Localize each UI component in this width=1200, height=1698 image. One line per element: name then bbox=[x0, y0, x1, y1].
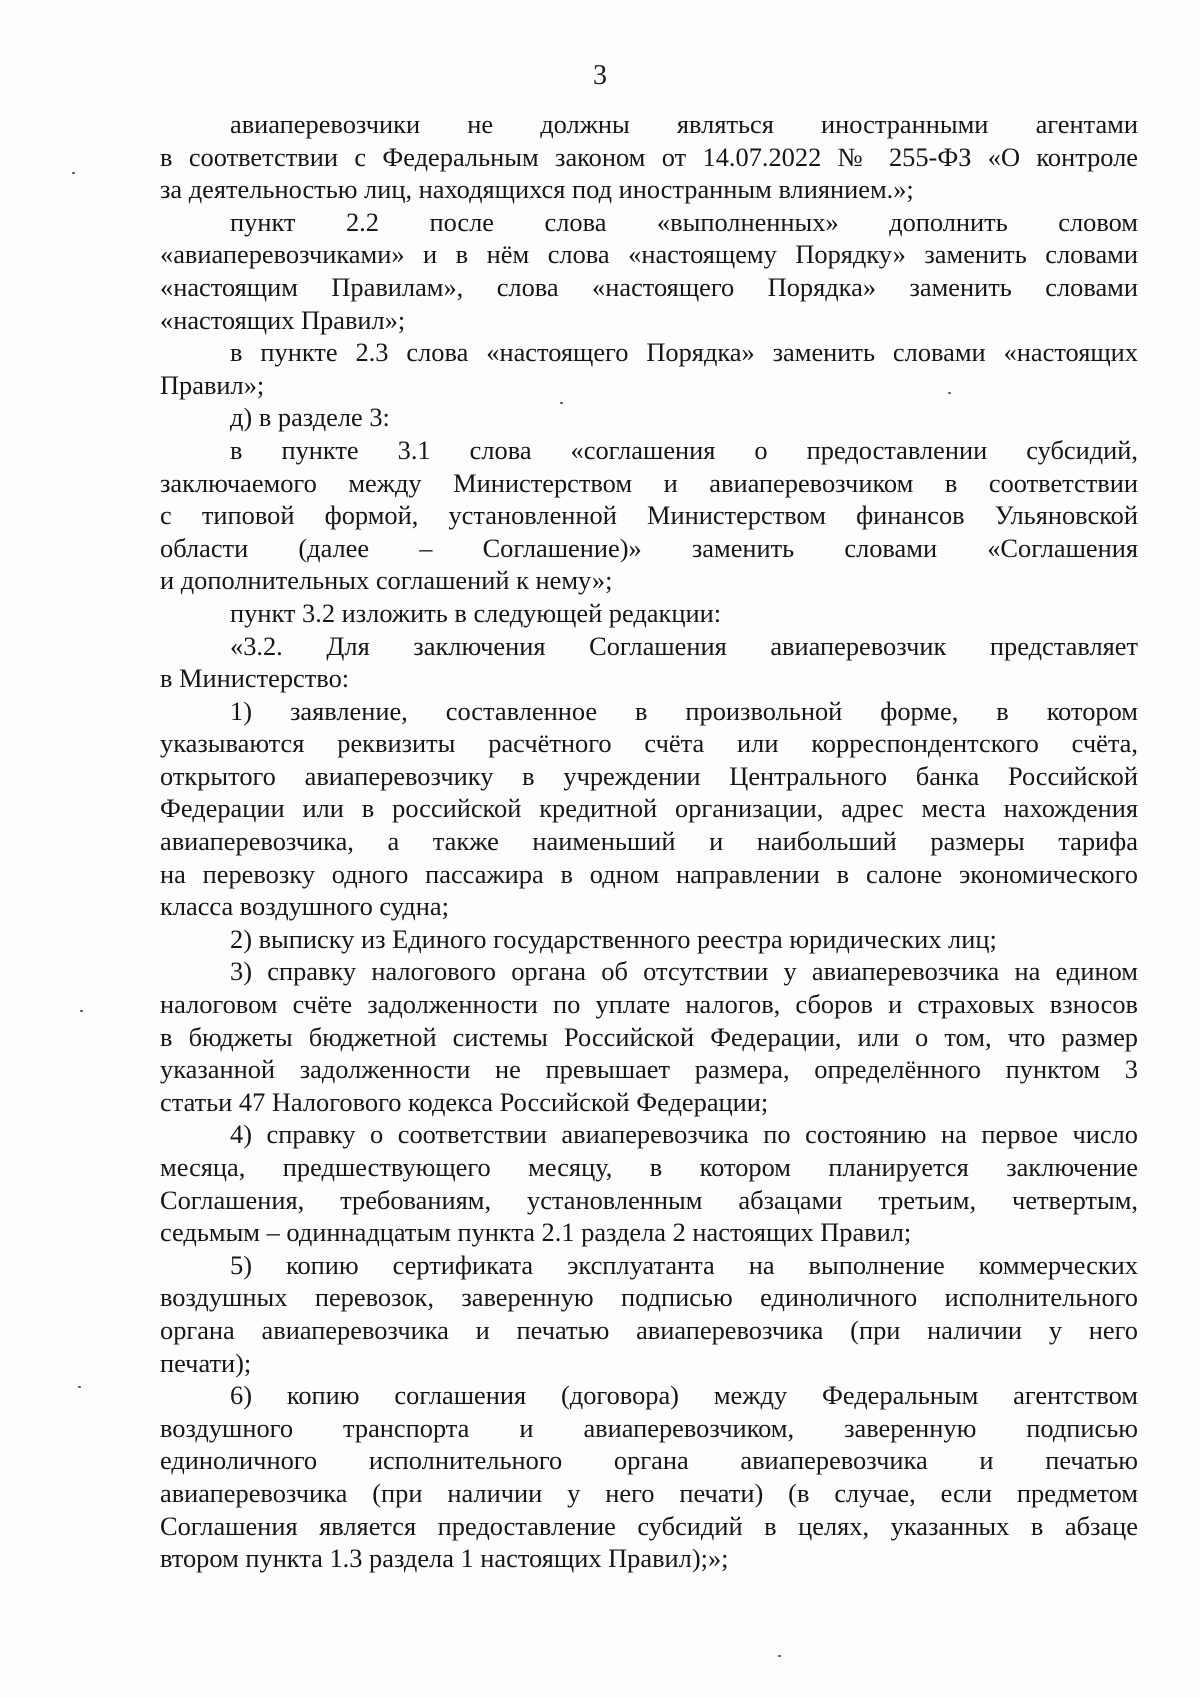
text-line: в пункте 2.3 слова «настоящего Порядка» заменить словами «настоящих bbox=[230, 337, 1138, 368]
text-line: 1) заявление, составленное в произвольной форме, в котором bbox=[230, 695, 1138, 726]
text-line: авиаперевозчика (при наличии у него печати) (в случае, если предметом bbox=[160, 1477, 1138, 1508]
page-number: 3 bbox=[593, 60, 607, 91]
text-line: печати); bbox=[160, 1347, 252, 1378]
text-line: заключаемого между Министерством и авиаперевозчиком в соответствии bbox=[160, 467, 1138, 498]
text-line: на перевозку одного пассажира в одном направлении в салоне экономического bbox=[160, 858, 1138, 889]
text-line: 5) копию сертификата эксплуатанта на выполнение коммерческих bbox=[230, 1249, 1138, 1280]
text-line: Соглашения является предоставление субсидий в целях, указанных в абзаце bbox=[160, 1510, 1138, 1541]
text-line: статьи 47 Налогового кодекса Российской Федерации; bbox=[160, 1086, 769, 1117]
scan-speck bbox=[72, 172, 75, 174]
text-line: в пункте 3.1 слова «соглашения о предоставлении субсидий, bbox=[230, 434, 1138, 465]
text-line: пункт 3.2 изложить в следующей редакции: bbox=[230, 597, 722, 628]
text-line: авиаперевозчики не должны являться иностранными агентами bbox=[230, 109, 1138, 139]
text-line: указываются реквизиты расчётного счёта или корреспондентского счёта, bbox=[160, 728, 1138, 759]
text-line: воздушных перевозок, заверенную подписью единоличного исполнительного bbox=[160, 1282, 1138, 1313]
text-line: седьмым – одиннадцатым пункта 2.1 раздела 2 настоящих Правил; bbox=[160, 1217, 912, 1248]
text-line: воздушного транспорта и авиаперевозчиком, заверенную подписью bbox=[160, 1412, 1138, 1443]
scan-speck bbox=[560, 402, 563, 404]
text-line: и дополнительных соглашений к нему»; bbox=[160, 565, 613, 596]
text-line: д) в разделе 3: bbox=[230, 402, 390, 433]
text-line: Соглашения, требованиям, установленным абзацами третьим, четвертым, bbox=[160, 1184, 1138, 1215]
text-line: области (далее – Соглашение)» заменить словами «Соглашения bbox=[160, 532, 1138, 563]
text-line: налоговом счёте задолженности по уплате налогов, сборов и страховых взносов bbox=[160, 989, 1138, 1020]
text-line: «настоящим Правилам», слова «настоящего Порядка» заменить словами bbox=[160, 271, 1138, 302]
text-line: 3) справку налогового органа об отсутствии у авиаперевозчика на едином bbox=[230, 956, 1138, 987]
text-line: пункт 2.2 после слова «выполненных» дополнить словом bbox=[230, 206, 1138, 237]
scan-speck bbox=[78, 1386, 81, 1388]
text-line: авиаперевозчика, а также наименьший и наибольший размеры тарифа bbox=[160, 826, 1138, 857]
text-line: втором пункта 1.3 раздела 1 настоящих Правил);»; bbox=[160, 1543, 729, 1574]
text-line: с типовой формой, установленной Министерством финансов Ульяновской bbox=[160, 500, 1138, 531]
scan-speck bbox=[80, 1010, 83, 1012]
text-line: «авиаперевозчиками» и в нём слова «настоящему Порядку» заменить словами bbox=[160, 239, 1138, 270]
text-line: в соответствии с Федеральным законом от 14.07.2022 № 255-ФЗ «О контроле bbox=[160, 141, 1138, 172]
text-line: месяца, предшествующего месяцу, в котором планируется заключение bbox=[160, 1152, 1138, 1182]
text-line: указанной задолженности не превышает размера, определённого пунктом 3 bbox=[160, 1054, 1138, 1085]
scan-speck bbox=[778, 1655, 781, 1657]
text-line: Федерации или в российской кредитной организации, адрес места нахождения bbox=[160, 793, 1138, 824]
text-line: «3.2. Для заключения Соглашения авиаперевозчик представляет bbox=[230, 630, 1138, 661]
text-line: 2) выписку из Единого государственного реестра юридических лиц; bbox=[230, 923, 997, 954]
text-line: «настоящих Правил»; bbox=[160, 304, 406, 335]
text-line: органа авиаперевозчика и печатью авиаперевозчика (при наличии у него bbox=[160, 1314, 1138, 1345]
scan-speck bbox=[948, 392, 951, 394]
text-line: Правил»; bbox=[160, 369, 265, 400]
text-line: 4) справку о соответствии авиаперевозчика по состоянию на первое число bbox=[230, 1119, 1138, 1150]
text-line: в Министерство: bbox=[160, 663, 350, 694]
text-line: единоличного исполнительного органа авиаперевозчика и печатью bbox=[160, 1445, 1138, 1476]
text-line: 6) копию соглашения (договора) между Федеральным агентством bbox=[230, 1380, 1138, 1411]
text-line: класса воздушного судна; bbox=[160, 891, 449, 922]
document-body bbox=[160, 108, 1138, 1575]
text-line: в бюджеты бюджетной системы Российской Федерации, или о том, что размер bbox=[160, 1021, 1138, 1052]
text-line: за деятельностью лиц, находящихся под иностранным влиянием.»; bbox=[160, 174, 914, 205]
text-line: открытого авиаперевозчику в учреждении Центрального банка Российской bbox=[160, 760, 1138, 791]
